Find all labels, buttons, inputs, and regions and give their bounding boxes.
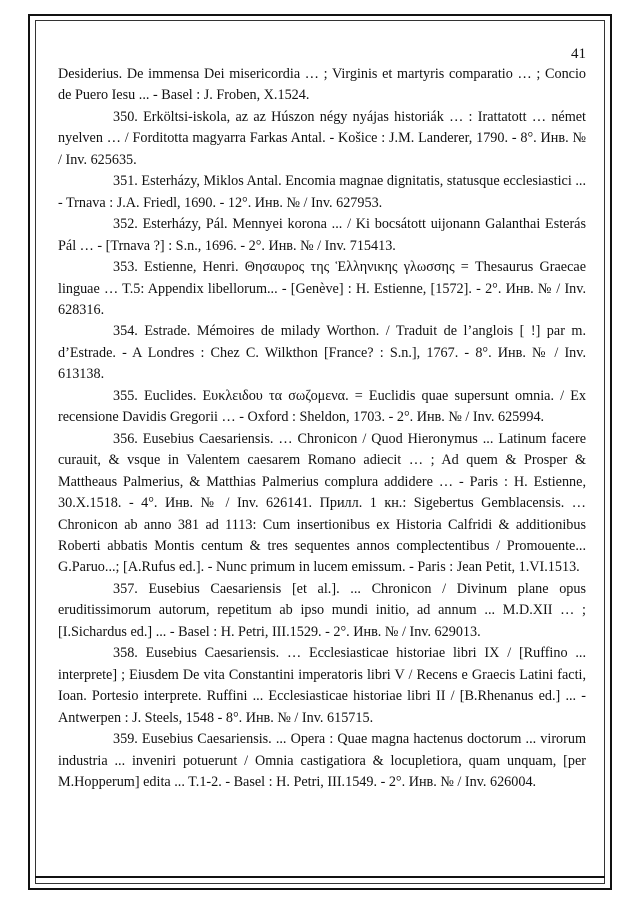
entry-355: 355. Euclides. Ευκλειδου τα σωζομενα. = Euclidis quae supersunt omnia. / Ex recensione Davidis Gregorii … - Oxford : Sheldon, 1703. - 2°. Инв. № / Inv. 625994. <box>58 387 586 426</box>
entry-356: 356. Eusebius Caesariensis. … Chronicon / Quod Hieronymus ... Latinum facere curauit, & vsque in Valentem caesarem Romano adiecit … ; Ad quem & Prosper & Mattheaus Palmerius, & Matthias Palmerius complura addidere … - Paris : H. Estienne, 30.X.1518. - 4°. Инв. № / Inv. 626141. Прилл. 1 кн.: Sigebertus Gemblacensis. …Chronicon ab anno 381 ad 1113: Cum insertionibus ex Historia Calfridi & additionibus Roberti abbatis Montis centum & tres sequentes annos complectentibus / Promouente... G.Paruo...; [A.Rufus ed.]. - Nunc primum in lucem emissum. - Paris : Jean Petit, 1.VI.1513. <box>58 430 586 576</box>
entry-352: 352. Esterházy, Pál. Mennyei korona ... / Ki bocsátott uijonann Galanthai Esterás Pál … - [Trnava ?] : S.n., 1696. - 2°. Инв. № / Inv. 715413. <box>58 216 586 254</box>
continuation-entry: Desiderius. De immensa Dei misericordia … ; Virginis et martyris comparatio … ; Concio de Puero Iesu ... - Basel : J. Froben, X.1524. <box>58 66 586 104</box>
page-number: 41 <box>571 46 586 62</box>
entry-359: 359. Eusebius Caesariensis. ... Opera : Quae magna hactenus doctorum ... virorum industria ... inveniri potuerunt / Omnia castigatiora & locupletiora, quam unquam, [per M.Hopperum] edita ... T.1-2. - Basel : H. Petri, III.1549. - 2°. Инв. № / Inv. 626004. <box>58 731 586 790</box>
bibliography-text <box>58 64 586 793</box>
entry-351: 351. Esterházy, Miklos Antal. Encomia magnae dignitatis, statusque ecclesiastici ... - Trnava : J.A. Friedl, 1690. - 12°. Инв. № / Inv. 627953. <box>58 173 586 211</box>
entry-350: 350. Erköltsi-iskola, az az Húszon négy nyájas historiák … : Irattatott … német nyelven … / Forditotta magyarra Farkas Antal. - Košice : J.M. Landerer, 1790. - 8°. Инв. № / Inv. 625635. <box>58 108 586 168</box>
entry-353: 353. Estienne, Henri. Θησαυρος της Ἑλληνικης γλωσσης = Thesaurus Graecae linguae … T.5: Appendix libellorum... - [Genève] : H. Estienne, [1572]. - 2°. Инв. № / Inv. 628316. <box>58 259 586 318</box>
entry-354: 354. Estrade. Mémoires de milady Worthon. / Traduit de l’anglois [ !] par m. d’Estrade. - A Londres : Chez C. Wilkthon [France? : S.n.], 1767. - 8°. Инв. № / Inv. 613138. <box>58 323 586 383</box>
entry-358: 358. Eusebius Caesariensis. … Ecclesiasticae historiae libri IX / [Ruffino ... interprete] ; Eiusdem De vita Constantini imperatoris libri V / Recens e Graecis Latini facti, Ioan. Portesio interprete. Ruffini ... Ecclesiasticae historiae libri II / [B.Rhenanus ed.] ... - Antwerpen : J. Steels, 1548 - 8°. Инв. № / Inv. 615715. <box>58 645 586 726</box>
entry-357: 357. Eusebius Caesariensis [et al.]. ... Chronicon / Divinum plane opus eruditissimorum autorum, repetitum ab ipso mundi initio, ad annum ... M.D.XII … ; [I.Sichardus ed.] ... - Basel : H. Petri, III.1529. - 2°. Инв. № / Inv. 629013. <box>58 580 586 640</box>
bottom-rule <box>35 876 605 878</box>
